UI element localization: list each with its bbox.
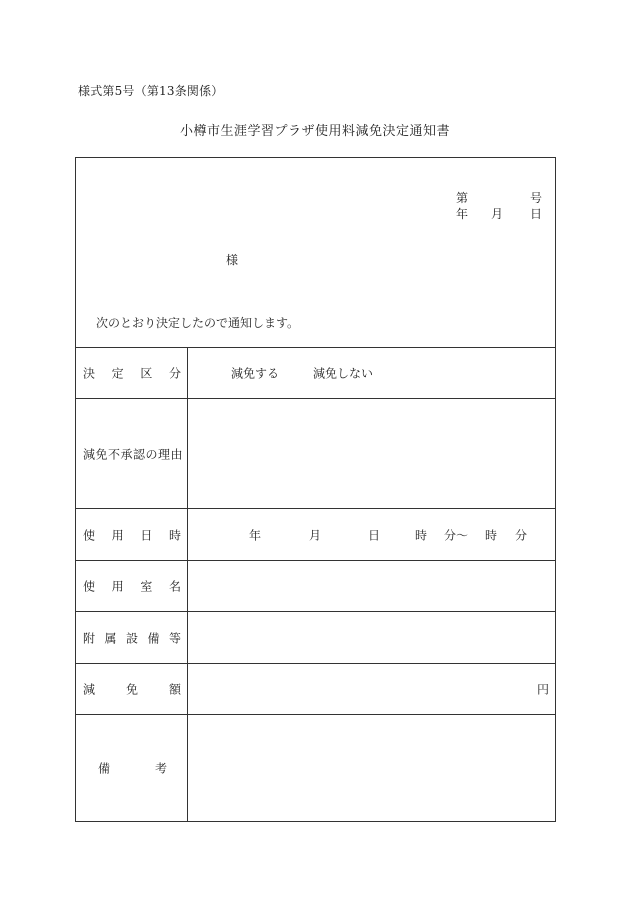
- room-label: [83, 578, 181, 595]
- datetime-hour-from: 時: [415, 528, 428, 542]
- amount-label-cell: [76, 664, 188, 714]
- label-char: 決: [83, 366, 96, 381]
- datetime-month: 月: [309, 528, 322, 542]
- datetime-value-cell: [188, 509, 555, 560]
- room-value-cell: [188, 561, 555, 611]
- decision-value-cell: [188, 348, 555, 398]
- form-number: 様式第5号（第13条関係）: [78, 84, 224, 98]
- datetime-day: 日: [368, 528, 381, 542]
- label-char: 考: [154, 761, 167, 776]
- number-suffix: 号: [530, 191, 543, 205]
- label-char: 附: [83, 631, 96, 645]
- label-char: 額: [168, 682, 181, 697]
- equipment-value-cell: [188, 612, 555, 663]
- label-char: 備: [147, 631, 160, 645]
- addressee-suffix: 様: [226, 253, 239, 267]
- remarks-label: [98, 760, 167, 777]
- amount-unit: 円: [536, 682, 549, 697]
- form-table: [75, 157, 556, 822]
- label-char: 用: [111, 528, 124, 542]
- decision-option-no: 減免しない: [313, 366, 374, 381]
- label-char: 日: [140, 528, 153, 542]
- amount-value-cell: [188, 664, 555, 714]
- label-char: 分: [168, 366, 181, 381]
- reason-label: 減免不承認の理由: [83, 447, 184, 461]
- decision-option-yes: 減免する: [231, 366, 280, 381]
- label-char: 時: [168, 528, 181, 542]
- equipment-label: [83, 629, 181, 646]
- label-char: 室: [140, 579, 153, 594]
- date-year: 年: [456, 207, 469, 221]
- document-title: 小樽市生涯学習プラザ使用料減免決定通知書: [179, 124, 450, 139]
- reason-label-cell: [76, 399, 188, 508]
- date-month: 月: [491, 207, 504, 221]
- remarks-label-cell: [76, 715, 188, 821]
- datetime-label: [83, 526, 181, 543]
- amount-label: [83, 681, 181, 698]
- decision-row: [76, 347, 555, 398]
- room-label-cell: [76, 561, 188, 611]
- label-char: 等: [168, 631, 181, 645]
- reason-row: [76, 398, 555, 508]
- decision-label-cell: [76, 348, 188, 398]
- equipment-row: [76, 611, 555, 663]
- label-char: 名: [168, 579, 181, 594]
- remarks-row: [76, 714, 555, 821]
- label-char: 使: [83, 579, 96, 594]
- datetime-row: [76, 508, 555, 560]
- datetime-hour-to: 時: [485, 528, 498, 542]
- datetime-min-to: 分: [515, 528, 528, 542]
- datetime-min-from: 分〜: [444, 528, 469, 542]
- label-char: 備: [98, 761, 111, 776]
- decision-label: [83, 365, 181, 382]
- label-char: 免: [125, 682, 138, 697]
- datetime-year: 年: [249, 528, 262, 542]
- date-day: 日: [530, 207, 543, 221]
- label-char: 区: [140, 366, 153, 381]
- label-char: 減: [83, 682, 96, 697]
- equipment-label-cell: [76, 612, 188, 663]
- room-row: [76, 560, 555, 611]
- label-char: 使: [83, 528, 96, 542]
- label-char: 設: [125, 631, 138, 645]
- label-char: 用: [111, 579, 124, 594]
- label-char: 属: [104, 631, 117, 645]
- datetime-label-cell: [76, 509, 188, 560]
- number-prefix: 第: [456, 191, 469, 205]
- reason-value-cell: [188, 399, 555, 508]
- remarks-value-cell: [188, 715, 555, 821]
- header-block: [76, 158, 555, 347]
- label-char: 定: [111, 366, 124, 381]
- notice-text: 次のとおり決定したので通知します。: [96, 316, 300, 330]
- amount-row: [76, 663, 555, 714]
